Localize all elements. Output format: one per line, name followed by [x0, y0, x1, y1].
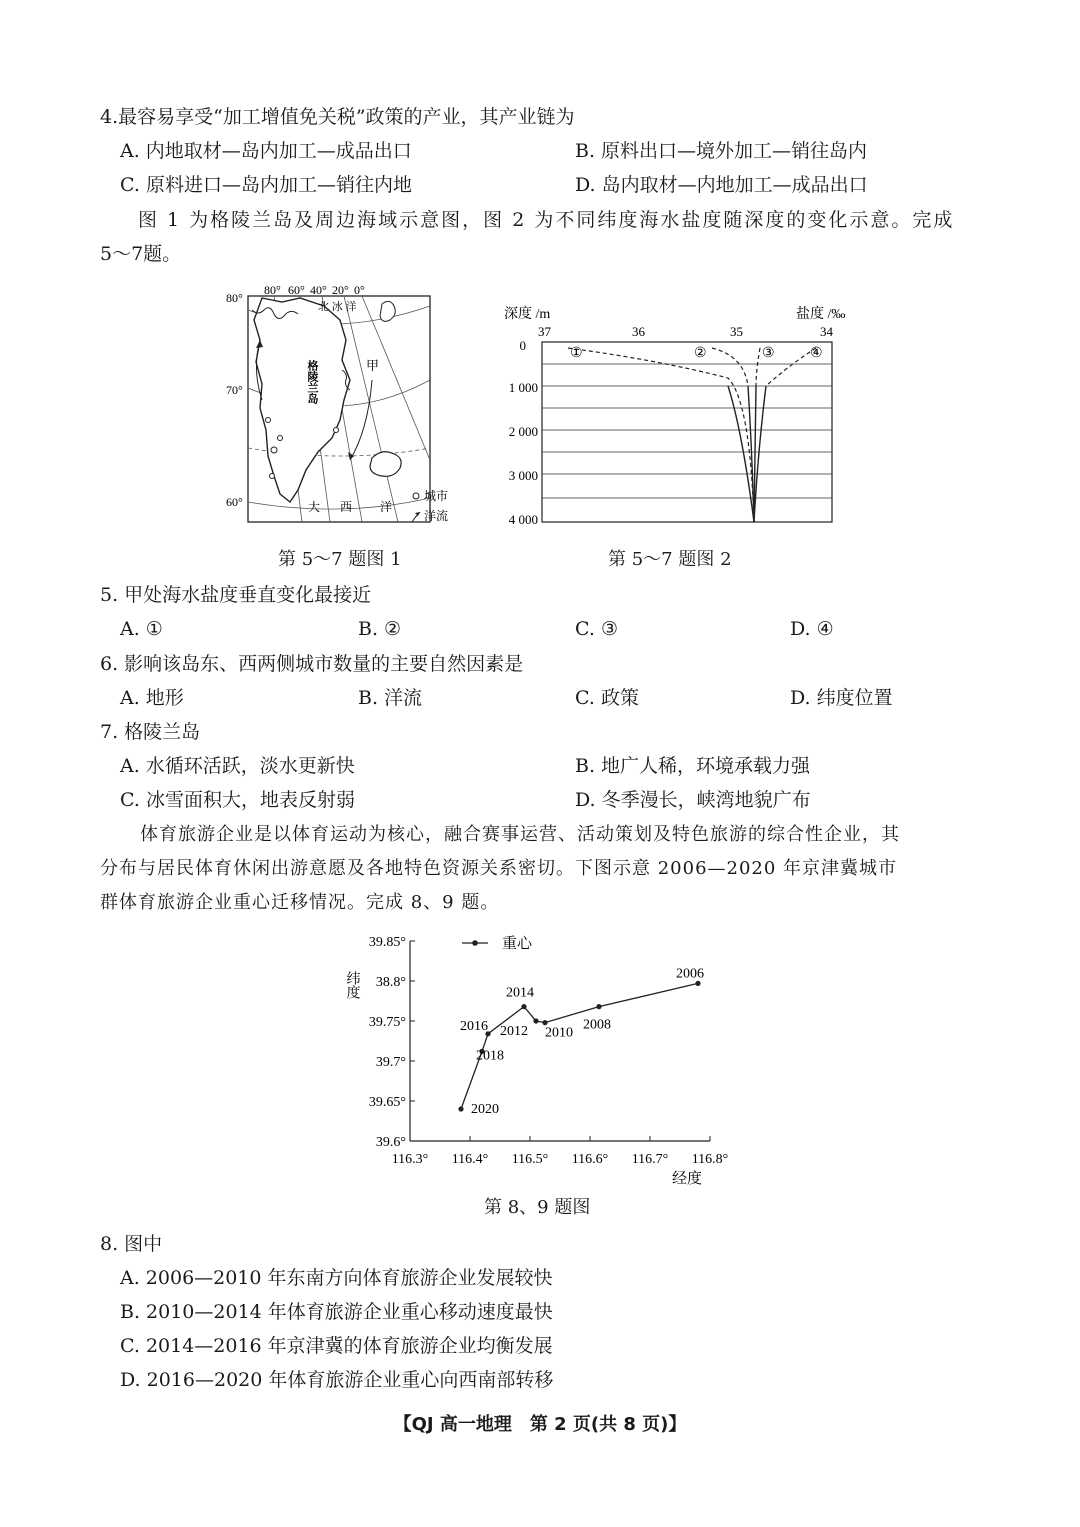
x-tick-label: 116.7°: [631, 1152, 669, 1167]
point-2010: [542, 1020, 547, 1025]
figure-2-salinity-depth: [498, 300, 858, 530]
intro89-line3: 群体育旅游企业重心迁移情况。完成 8、9 题。: [100, 892, 500, 913]
figure-2-caption: 第 5～7 题图 2: [608, 549, 732, 570]
q5-option-a: A. ①: [120, 618, 163, 640]
q6-option-d: D. 纬度位置: [790, 687, 893, 709]
chart-ylabel: 纬度: [344, 971, 360, 999]
q6-option-c: C. 政策: [575, 687, 639, 709]
point-label-2016: 2016: [460, 1018, 488, 1034]
x-tick-label: 116.8°: [691, 1152, 729, 1167]
q4-option-a: A. 内地取材—岛内加工—成品出口: [120, 140, 412, 162]
fig2-xtick: 35: [730, 324, 743, 339]
y-tick-label: 38.8°: [375, 975, 406, 990]
chart-xlabel: 经度: [672, 1171, 703, 1187]
q7-option-c: C. 冰雪面积大，地表反射弱: [120, 789, 355, 811]
series-line: [461, 983, 698, 1109]
lon-label: 80°: [264, 283, 281, 297]
arctic-ocean-label: 北 冰 洋: [318, 301, 357, 313]
lon-label: 40°: [310, 283, 327, 297]
fig2-ytick: 3 000: [508, 468, 538, 483]
q8-option-a: A. 2006—2010 年东南方向体育旅游企业发展较快: [120, 1267, 553, 1289]
intro89-line2: 分布与居民体育休闲出游意愿及各地特色资源关系密切。下图示意 2006—2020 年京津冀城市: [100, 858, 898, 879]
svg-text:格陵兰岛: 格陵兰岛: [306, 360, 318, 404]
greenland-outline: [254, 298, 350, 502]
figure-1-caption: 第 5～7 题图 1: [278, 549, 402, 570]
atlantic-label: 洋: [380, 500, 393, 514]
point-2006: [695, 981, 700, 986]
atlantic-label: 大: [308, 500, 321, 514]
lat-label: 70°: [226, 383, 243, 397]
point-label-2008: 2008: [583, 1017, 611, 1033]
point-label-2006: 2006: [676, 966, 704, 982]
point-label-2018: 2018: [476, 1048, 504, 1064]
curve-label-3: ③: [762, 346, 775, 361]
island-label: [306, 359, 319, 405]
fig2-xlabel: 盐度 /‰: [796, 307, 846, 322]
q5-option-b: B. ②: [358, 618, 402, 640]
intro57-line1: 图 1 为格陵兰岛及周边海域示意图，图 2 为不同纬度海水盐度随深度的变化示意。完成: [138, 209, 955, 231]
q8-option-b: B. 2010—2014 年体育旅游企业重心移动速度最快: [120, 1301, 553, 1323]
point-label-2012: 2012: [500, 1024, 528, 1039]
lat-label: 80°: [226, 291, 243, 305]
x-tick-label: 116.4°: [451, 1152, 489, 1167]
iceland-outline: [370, 452, 401, 477]
x-tick-label: 116.5°: [511, 1152, 549, 1167]
point-label-2020: 2020: [471, 1102, 499, 1117]
legend-dot: [472, 940, 478, 946]
point-2014: [521, 1004, 526, 1009]
y-tick-label: 39.7°: [375, 1055, 406, 1070]
q8-option-c: C. 2014—2016 年京津冀的体育旅游企业均衡发展: [120, 1335, 553, 1357]
q5-stem: 5. 甲处海水盐度垂直变化最接近: [100, 584, 372, 606]
legend-city: 城市: [424, 489, 449, 503]
atlantic-label: 西: [340, 500, 353, 514]
q4-option-b: B. 原料出口—境外加工—销往岛内: [575, 140, 868, 162]
fig2-xtick: 34: [820, 324, 833, 339]
legend-city-icon: [413, 493, 419, 499]
point-label-2014: 2014: [506, 985, 534, 1001]
chart-legend: 重心: [502, 936, 533, 952]
lon-label: 20°: [332, 283, 349, 297]
y-tick-label: 39.85°: [368, 935, 406, 950]
x-tick-label: 116.6°: [571, 1152, 609, 1167]
q4-stem: 4.最容易享受“加工增值免关税”政策的产业，其产业链为: [100, 106, 575, 128]
q6-option-a: A. 地形: [120, 687, 184, 709]
q4-option-c: C. 原料进口—岛内加工—销往内地: [120, 174, 412, 196]
chart-caption: 第 8、9 题图: [484, 1197, 591, 1218]
fig2-ytick: 2 000: [508, 424, 538, 439]
q8-stem: 8. 图中: [100, 1233, 163, 1255]
point-2008: [596, 1004, 601, 1009]
q7-option-a: A. 水循环活跃，淡水更新快: [120, 755, 355, 777]
intro57-line2: 5～7题。: [100, 243, 182, 265]
figure-1-greenland-map: [222, 280, 462, 542]
fig2-xtick: 37: [538, 324, 551, 339]
curve-label-1: ①: [570, 346, 583, 361]
q7-stem: 7. 格陵兰岛: [100, 721, 201, 743]
point-2012: [533, 1018, 538, 1023]
q4-option-d: D. 岛内取材—内地加工—成品出口: [575, 174, 868, 196]
page-footer: 【QJ 高一地理 第 2 页(共 8 页)】: [393, 1414, 687, 1435]
point-2020: [458, 1106, 463, 1111]
lon-label: 60°: [288, 283, 305, 297]
q7-option-d: D. 冬季漫长，峡湾地貌广布: [575, 789, 811, 811]
y-tick-label: 39.6°: [375, 1135, 406, 1150]
curve-label-4: ④: [810, 346, 823, 361]
fig2-ylabel: 深度 /m: [504, 307, 551, 322]
intro89-line1: 体育旅游企业是以体育运动为核心，融合赛事运营、活动策划及特色旅游的综合性企业，其: [140, 824, 900, 845]
q8-option-d: D. 2016—2020 年体育旅游企业重心向西南部转移: [120, 1369, 554, 1391]
lon-label: 0°: [354, 283, 365, 297]
fig2-ytick: 0: [519, 338, 526, 353]
q5-option-d: D. ④: [790, 618, 834, 640]
point-label-2010: 2010: [545, 1025, 573, 1041]
fig2-ytick: 1 000: [508, 380, 538, 395]
gravity-center-chart: [330, 925, 750, 1190]
fig2-ytick: 4 000: [508, 512, 538, 527]
q6-option-b: B. 洋流: [358, 687, 423, 709]
q6-stem: 6. 影响该岛东、西两侧城市数量的主要自然因素是: [100, 653, 524, 675]
curve-label-2: ②: [694, 346, 707, 361]
x-tick-label: 116.3°: [391, 1152, 429, 1167]
lat-label: 60°: [226, 495, 243, 509]
q5-option-c: C. ③: [575, 618, 618, 640]
jia-label: 甲: [366, 358, 380, 373]
y-tick-label: 39.75°: [368, 1015, 406, 1030]
y-tick-label: 39.65°: [368, 1095, 406, 1110]
q7-option-b: B. 地广人稀，环境承载力强: [575, 755, 811, 777]
legend-current: 洋流: [424, 509, 449, 523]
fig2-xtick: 36: [632, 324, 645, 339]
